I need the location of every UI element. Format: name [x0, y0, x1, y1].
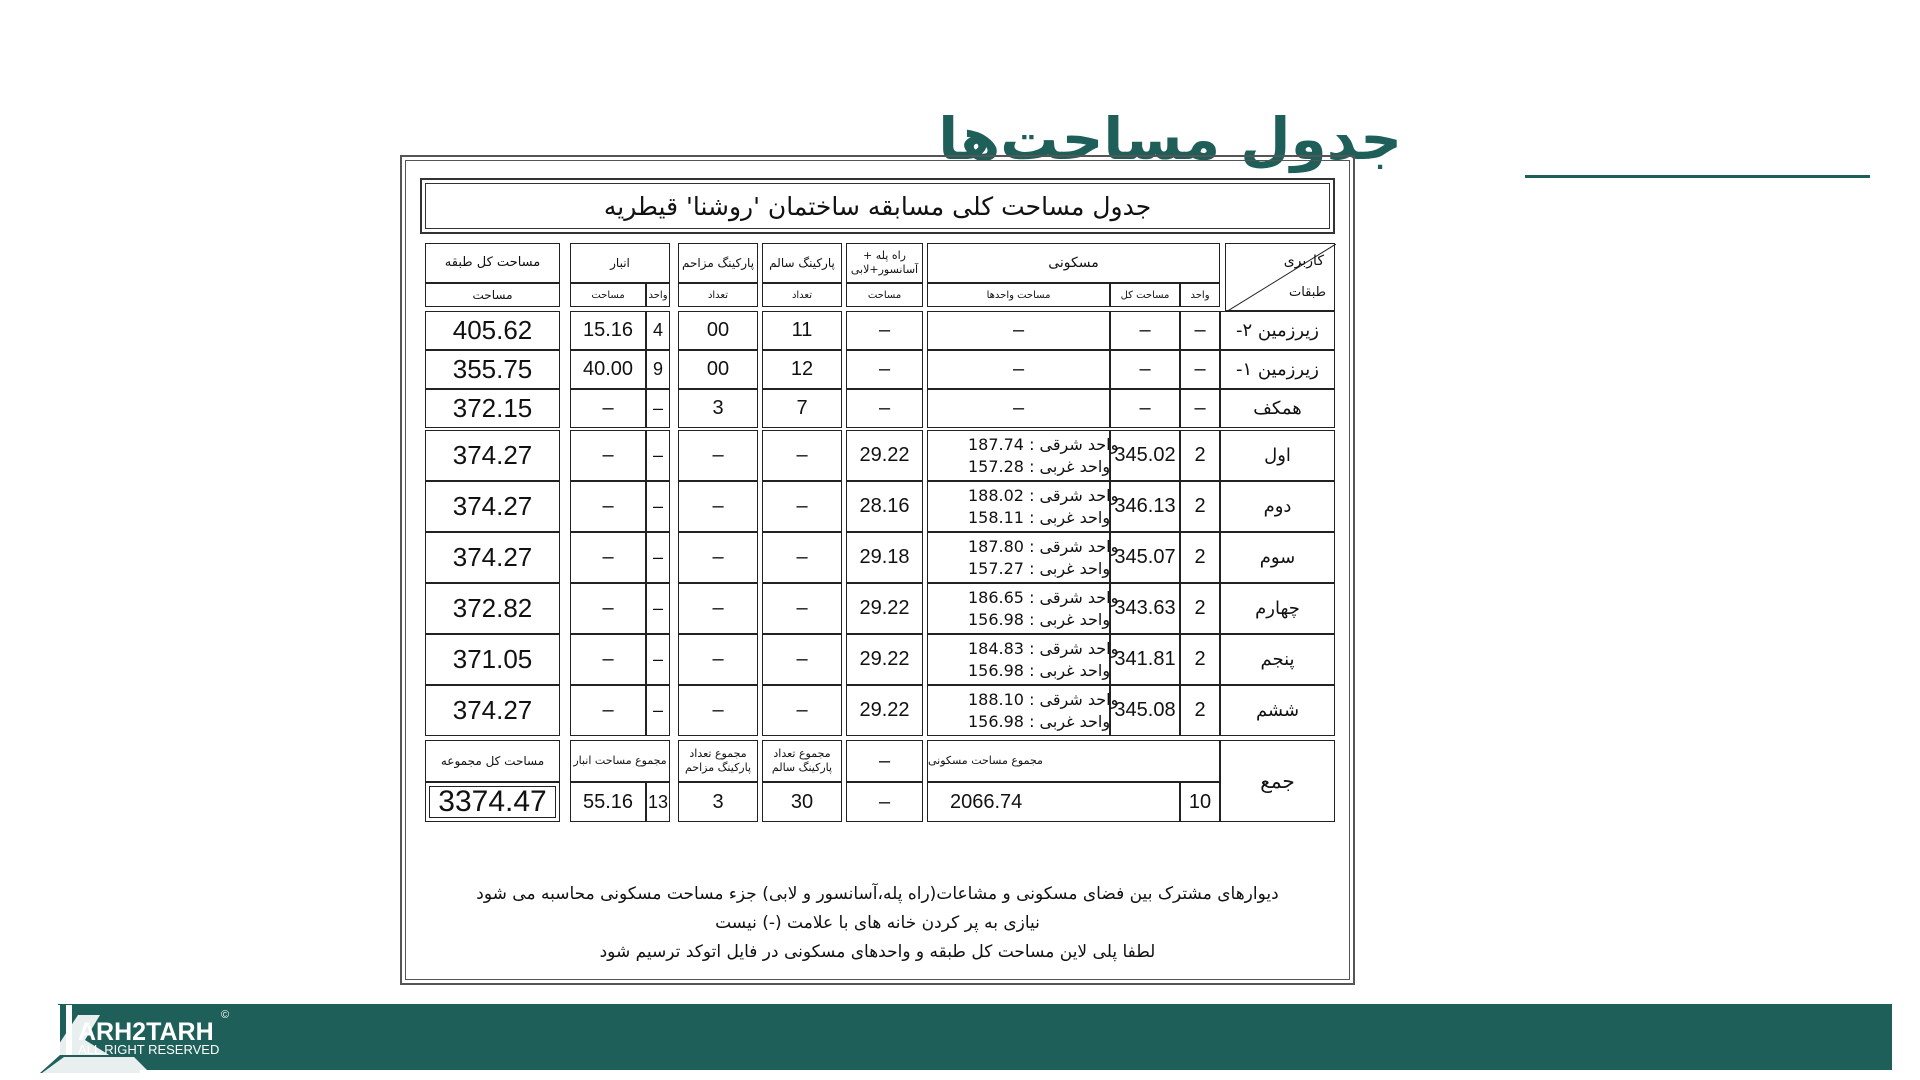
cell-store-area: 15.16: [570, 311, 646, 350]
cell-units: –: [927, 311, 1110, 350]
west-unit-area: 158.11 : واحد غربی: [968, 507, 1111, 527]
cell-park-bad: 00: [678, 350, 758, 389]
cell-units: –: [927, 350, 1110, 389]
logo-rights: ALL RIGHT RESERVED: [78, 1042, 220, 1057]
cell-park-ok: –: [762, 532, 842, 583]
cell-park-bad: –: [678, 634, 758, 685]
header-parking-ok-count: تعداد: [762, 283, 842, 307]
cell-park-ok: 11: [762, 311, 842, 350]
cell-store-unit: –: [646, 685, 670, 736]
cell-stairs: –: [846, 389, 923, 428]
page-title: جدول مساحت‌ها: [938, 105, 1402, 173]
totals-store-units: 13: [646, 782, 670, 822]
header-parking-bad: پارکینگ مزاحم: [678, 243, 758, 283]
cell-unit: –: [1180, 389, 1220, 428]
cell-stairs: 29.22: [846, 583, 923, 634]
totals-stairs: –: [846, 782, 923, 822]
cell-store-unit: –: [646, 583, 670, 634]
cell-store-area: –: [570, 430, 646, 481]
east-unit-area: 187.80 : واحد شرقی: [968, 536, 1119, 556]
cell-stairs: –: [846, 311, 923, 350]
totals-units: 10: [1180, 782, 1220, 822]
header-storage-area: مساحت: [570, 283, 646, 307]
title-underline: [1525, 175, 1870, 178]
cell-unit: 2: [1180, 685, 1220, 736]
cell-store-area: –: [570, 634, 646, 685]
cell-park-bad: –: [678, 583, 758, 634]
header-stairs: راه پله + آسانسور+لابی: [846, 243, 923, 283]
totals-res-sum-label: مجموع مساحت مسکونی: [927, 740, 1220, 782]
cell-res-total: –: [1110, 389, 1180, 428]
header-residential: مسکونی: [927, 243, 1220, 283]
cell-floor: همکف: [1220, 389, 1335, 428]
west-unit-area: 157.28 : واحد غربی: [968, 456, 1111, 476]
cell-res-total: 341.81: [1110, 634, 1180, 685]
header-usage-label: کاربری: [1283, 253, 1324, 269]
cell-store-unit: 9: [646, 350, 670, 389]
cell-store-unit: 4: [646, 311, 670, 350]
cell-units: –: [927, 389, 1110, 428]
cell-total: 374.27: [425, 532, 560, 583]
cell-park-bad: –: [678, 685, 758, 736]
cell-res-total: 345.02: [1110, 430, 1180, 481]
header-res-units-area: مساحت واحدها: [927, 283, 1110, 307]
cell-floor: زیرزمین ۲-: [1220, 311, 1335, 350]
header-res-unit: واحد: [1180, 283, 1220, 307]
cell-store-area: –: [570, 481, 646, 532]
west-unit-area: 156.98 : واحد غربی: [968, 660, 1111, 680]
cell-park-ok: –: [762, 481, 842, 532]
west-unit-area: 156.98 : واحد غربی: [968, 711, 1111, 731]
residential-units-cell: [927, 430, 1119, 481]
cell-park-bad: 00: [678, 311, 758, 350]
cell-floor: اول: [1220, 430, 1335, 481]
residential-units-cell: [927, 634, 1119, 685]
cell-unit: –: [1180, 350, 1220, 389]
header-floor-total: مساحت کل طبقه: [425, 243, 560, 283]
cell-park-ok: 7: [762, 389, 842, 428]
cell-store-unit: –: [646, 389, 670, 428]
cell-total: 374.27: [425, 430, 560, 481]
cell-store-unit: –: [646, 634, 670, 685]
cell-store-area: –: [570, 685, 646, 736]
copyright-icon: ©: [221, 1009, 230, 1021]
cell-res-total: –: [1110, 350, 1180, 389]
cell-unit: 2: [1180, 583, 1220, 634]
cell-total: 372.82: [425, 583, 560, 634]
cell-unit: 2: [1180, 634, 1220, 685]
header-floors-label: طبقات: [1288, 285, 1326, 300]
header-storage: انبار: [570, 243, 670, 283]
cell-store-unit: –: [646, 532, 670, 583]
cell-park-bad: –: [678, 532, 758, 583]
totals-stairs-dash: –: [846, 740, 923, 782]
totals-park-bad-label: مجموع تعداد پارکینگ مزاحم: [678, 740, 758, 782]
cell-unit: –: [1180, 311, 1220, 350]
cell-unit: 2: [1180, 430, 1220, 481]
sheet-title: جدول مساحت کلی مسابقه ساختمان 'روشنا' قیطریه: [425, 183, 1330, 229]
east-unit-area: 187.74 : واحد شرقی: [968, 434, 1119, 454]
totals-park-ok: 30: [762, 782, 842, 822]
cell-store-area: –: [570, 583, 646, 634]
east-unit-area: 184.83 : واحد شرقی: [968, 638, 1119, 658]
totals-park-ok-label: مجموع تعداد پارکینگ سالم: [762, 740, 842, 782]
header-floor-total-area: مساحت: [425, 283, 560, 307]
west-unit-area: 156.98 : واحد غربی: [968, 609, 1111, 629]
cell-store-unit: –: [646, 481, 670, 532]
cell-res-total: –: [1110, 311, 1180, 350]
residential-units-cell: [927, 583, 1119, 634]
cell-floor: چهارم: [1220, 583, 1335, 634]
cell-park-ok: –: [762, 685, 842, 736]
cell-res-total: 346.13: [1110, 481, 1180, 532]
cell-total: 371.05: [425, 634, 560, 685]
totals-park-bad: 3: [678, 782, 758, 822]
east-unit-area: 188.02 : واحد شرقی: [968, 485, 1119, 505]
cell-store-area: –: [570, 389, 646, 428]
cell-floor: سوم: [1220, 532, 1335, 583]
cell-stairs: 29.22: [846, 685, 923, 736]
note-line: نیازی به پر کردن خانه های با علامت (-) نیست: [715, 913, 1040, 933]
cell-floor: پنجم: [1220, 634, 1335, 685]
residential-units-cell: [927, 481, 1119, 532]
cell-floor: ششم: [1220, 685, 1335, 736]
cell-store-unit: –: [646, 430, 670, 481]
cell-floor: زیرزمین ۱-: [1220, 350, 1335, 389]
west-unit-area: 157.27 : واحد غربی: [968, 558, 1111, 578]
cell-total: 405.62: [425, 311, 560, 350]
note-line: دیوارهای مشترک بین فضای مسکونی و مشاعات(راه پله،آسانسور و لابی) جزء مساحت مسکونی محاسبه می شود: [476, 884, 1279, 904]
cell-stairs: 29.22: [846, 634, 923, 685]
cell-total: 372.15: [425, 389, 560, 428]
header-usage-floors: [1225, 243, 1335, 311]
residential-units-cell: [927, 685, 1119, 736]
cell-park-ok: –: [762, 430, 842, 481]
cell-store-area: 40.00: [570, 350, 646, 389]
cell-unit: 2: [1180, 532, 1220, 583]
logo-text: ARH2TARH: [78, 1018, 214, 1046]
cell-res-total: 343.63: [1110, 583, 1180, 634]
notes: [420, 880, 1335, 967]
header-stairs-area: مساحت: [846, 283, 923, 307]
cell-stairs: 28.16: [846, 481, 923, 532]
cell-total: 355.75: [425, 350, 560, 389]
cell-stairs: 29.18: [846, 532, 923, 583]
totals-grand-label: مساحت کل مجموعه: [425, 740, 560, 782]
cell-park-bad: 3: [678, 389, 758, 428]
header-parking-ok: پارکینگ سالم: [762, 243, 842, 283]
totals-store-label: مجموع مساحت انبار: [570, 740, 670, 782]
totals-store-area: 55.16: [570, 782, 646, 822]
cell-stairs: 29.22: [846, 430, 923, 481]
east-unit-area: 188.10 : واحد شرقی: [968, 689, 1119, 709]
cell-stairs: –: [846, 350, 923, 389]
cell-unit: 2: [1180, 481, 1220, 532]
east-unit-area: 186.65 : واحد شرقی: [968, 587, 1119, 607]
cell-res-total: 345.07: [1110, 532, 1180, 583]
header-res-total: مساحت کل: [1110, 283, 1180, 307]
cell-park-ok: 12: [762, 350, 842, 389]
cell-park-bad: –: [678, 430, 758, 481]
totals-grand: 3374.47: [425, 782, 560, 822]
footer-bar: [58, 1004, 1892, 1070]
residential-units-cell: [927, 532, 1119, 583]
totals-res-sum: 2066.74: [927, 782, 1180, 822]
cell-res-total: 345.08: [1110, 685, 1180, 736]
totals-label: جمع: [1220, 740, 1335, 822]
cell-store-area: –: [570, 532, 646, 583]
cell-park-bad: –: [678, 481, 758, 532]
header-storage-unit: واحد: [646, 283, 670, 307]
header-parking-bad-count: تعداد: [678, 283, 758, 307]
cell-total: 374.27: [425, 481, 560, 532]
cell-total: 374.27: [425, 685, 560, 736]
cell-floor: دوم: [1220, 481, 1335, 532]
cell-park-ok: –: [762, 634, 842, 685]
cell-park-ok: –: [762, 583, 842, 634]
note-line: لطفا پلی لاین مساحت کل طبقه و واحدهای مسکونی در فایل اتوکد ترسیم شود: [599, 942, 1156, 962]
